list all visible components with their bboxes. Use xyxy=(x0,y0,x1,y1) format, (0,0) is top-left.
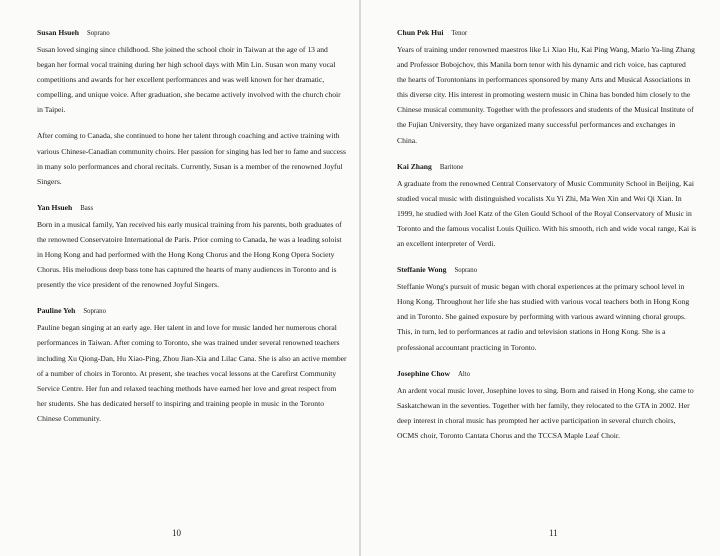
bio-yan-hsueh xyxy=(37,203,347,292)
voice-type: Baritone xyxy=(439,163,464,171)
voice-type: Soprano xyxy=(83,308,106,316)
bio-steffanie-wong xyxy=(397,265,697,354)
bio-paragraph: After coming to Canada, she continued to hone her talent through coaching and active training with various Chinese-Canadian community choirs. Her passion for singing has led her to fame and success in many solo performances and choral recitals. Currently, Susan is a member of the renowned Joyful Singers. xyxy=(37,131,346,186)
page-gutter xyxy=(359,0,361,556)
bio-header xyxy=(37,203,347,214)
bio-pauline-yeh xyxy=(37,306,347,426)
bio-susan-hsueh xyxy=(37,28,347,189)
bio-paragraph: Pauline began singing at an early age. Her talent in and love for music landed her numerous choral performances in Taiwan. After coming to Toronto, she was trained under several renowned teachers including Xu Qiong-Dan, Hu Xiao-Ping, Zhou Jian-Xia and Lilac Cana. She is also an active member of a number of choirs in Toronto. At present, she teaches vocal lessons at the Carefirst Community Service Centre. Her fun and relaxed teaching methods have earned her love and great respect from her students. She has dedicated herself to inspiring and training people in music in the Toronto Chinese Community. xyxy=(37,323,347,423)
singer-name: Josephine Chow xyxy=(397,368,450,378)
bio-paragraph: An ardent vocal music lover, Josephine loves to sing. Born and raised in Hong Kong, she came to Saskatchewan in the seventies. Together with her family, they relocated to the GTA in 2002. Her deep interest in choral music has prompted her active participation in several church choirs, OCMS choir, Toronto Cantata Chorus and the TCCSA Maple Leaf Choir. xyxy=(397,385,694,440)
bio-paragraph: Susan loved singing since childhood. She joined the school choir in Taiwan at the age of 13 and began her formal vocal training during her high school days with Min Lin. Susan won many vocal competitions and awards for her excellent performances and was well known for her dramatic, compelling, and unique voice. After graduation, she became actively involved with the church choir in Taipei. xyxy=(37,45,341,115)
voice-type: Soprano xyxy=(87,30,110,37)
bio-chun-pek-hui xyxy=(397,28,697,148)
bio-paragraph: A graduate from the renowned Central Conservatory of Music Community School in Beijing, Kai studied vocal music with distinguished vocalists Xu Yi Zhi, Ma Wen Xin and Wei Qi Xian. In 1999, he studied with Joel Katz of the Glen Gould School of the Royal Conservatory of Music in Toronto and the famous vocalist Louis Quilico. With his smooth, rich and wide vocal range, Kai is an excellent interpreter of Verdi. xyxy=(397,178,697,249)
bio-header xyxy=(397,369,697,380)
singer-name: Steffanie Wong xyxy=(397,265,447,275)
voice-type: Tenor xyxy=(451,30,468,37)
page-number: 11 xyxy=(549,528,558,538)
bio-paragraph: Steffanie Wong's pursuit of music began with choral experiences at the primary school level in Hong Kong. Throughout her life she has studied with various vocal teachers both in Hong Kong and in Toronto. She gained exposure by performing with various award winning choral groups. This, in turn, led to performances at radio and television stations in Hong Kong. She is a professional accountant practicing in Toronto. xyxy=(397,282,690,352)
voice-type: Alto xyxy=(457,370,471,378)
voice-type: Bass xyxy=(80,204,94,212)
singer-name: Yan Hsueh xyxy=(37,202,73,212)
bio-header xyxy=(37,28,347,39)
bio-header xyxy=(397,265,697,276)
bio-header xyxy=(397,28,697,39)
voice-type: Soprano xyxy=(454,267,478,275)
page-number: 10 xyxy=(172,528,181,538)
bio-kai-zhang xyxy=(397,162,697,251)
singer-name: Kai Zhang xyxy=(397,161,432,171)
singer-name: Susan Hsueh xyxy=(37,28,79,37)
bio-paragraph: Born in a musical family, Yan received his early musical training from his parents, both graduates of the renowned Conservatoire International de Paris. Prior coming to Canada, he was a leading soloist in Hong Kong and had performed with the Hong Kong Chorus and the Hong Kong Opera Society Chorus. His melodious deep bass tone has captured the hearts of many audiences in Toronto and is presently the vice president of the renowned Joyful Singers. xyxy=(37,219,342,290)
right-page xyxy=(397,28,697,528)
left-page xyxy=(37,28,347,528)
singer-name: Pauline Yeh xyxy=(37,306,76,316)
bio-header xyxy=(37,306,347,317)
bio-header xyxy=(397,162,697,173)
bio-paragraph: Years of training under renowned maestros like Li Xiao Hu, Kai Ping Wang, Mario Ya-ling Zhang and Professor Bobojchov, this Manila born tenor with his dynamic and rich voice, has captured the hearts of Torontonians in performances sponsored by many Arts and Musical Associations in this diverse city. His interest in promoting western music in China has bonded him closely to the Chinese musical community. Together with the professors and students of the Musical Institute of the Fujian University, they have organized many successful performances and exchanges in China. xyxy=(397,45,695,145)
singer-name: Chun Pek Hui xyxy=(397,28,444,37)
bio-josephine-chow xyxy=(397,369,697,443)
